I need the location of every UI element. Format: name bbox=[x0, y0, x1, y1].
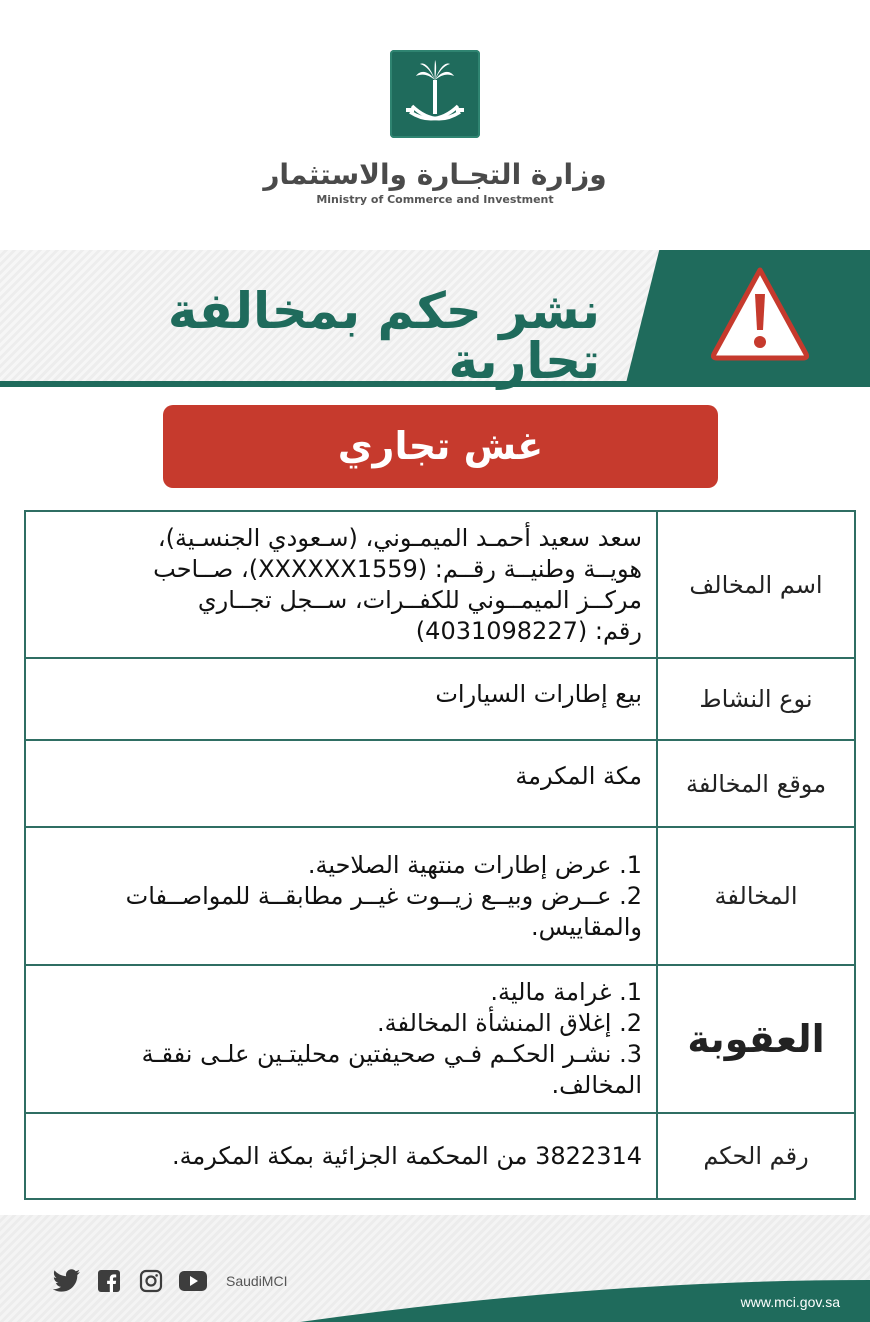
verdict-text: 3822314 من المحكمة الجزائية بمكة المكرمة. bbox=[171, 1141, 642, 1170]
title-banner bbox=[0, 250, 870, 390]
footer-wave bbox=[0, 1210, 870, 1322]
facebook-icon[interactable] bbox=[94, 1268, 124, 1294]
activity-label: نوع النشاط bbox=[656, 659, 854, 739]
activity-value bbox=[26, 659, 656, 739]
violation-label: المخالفة bbox=[656, 828, 854, 964]
twitter-icon[interactable] bbox=[52, 1268, 82, 1294]
violator-line: سعد سعيد أحمـد الميمـوني، (سـعودي الجنسـية)، bbox=[157, 523, 642, 552]
social-handle: SaudiMCI bbox=[226, 1273, 288, 1289]
penalty-line: 1. غرامة مالية. bbox=[490, 978, 642, 1006]
location-label: موقع المخالفة bbox=[656, 741, 854, 826]
ministry-logo bbox=[0, 50, 870, 206]
violation-type-badge: غش تجاري bbox=[163, 405, 718, 488]
ministry-name-arabic: وزارة التجـارة والاستثمار bbox=[263, 158, 607, 191]
youtube-icon[interactable] bbox=[178, 1268, 208, 1294]
table-row-penalty bbox=[26, 964, 854, 1112]
violation-line: 2. عــرض وبيــع زيــوت غيــر مطابقــة للمواصــفات bbox=[125, 881, 642, 910]
saudi-emblem-icon bbox=[390, 50, 480, 138]
violator-value bbox=[26, 512, 656, 657]
verdict-value bbox=[26, 1114, 656, 1198]
verdict-table bbox=[24, 510, 856, 1200]
table-row-violation bbox=[26, 826, 854, 964]
violation-value bbox=[26, 828, 656, 964]
violation-line: 1. عرض إطارات منتهية الصلاحية. bbox=[307, 850, 642, 879]
location-value bbox=[26, 741, 656, 826]
instagram-icon[interactable] bbox=[136, 1268, 166, 1294]
warning-icon bbox=[708, 264, 812, 368]
penalty-label: العقوبة bbox=[656, 966, 854, 1112]
penalty-line: 2. إغلاق المنشأة المخالفة. bbox=[377, 1009, 642, 1037]
page-title: نشر حكم بمخالفة تجارية bbox=[167, 282, 600, 390]
table-row-verdict bbox=[26, 1112, 854, 1198]
location-text: مكة المكرمة bbox=[515, 762, 642, 790]
violator-line: هويــة وطنيــة رقــم: (XXXXXX1559)، صــاحب bbox=[153, 554, 642, 583]
activity-text: بيع إطارات السيارات bbox=[435, 680, 642, 708]
website-link[interactable]: www.mci.gov.sa bbox=[740, 1294, 840, 1310]
penalty-line: 3. نشـر الحكـم فـي صحيفتين محليتـين علـى نفقـة bbox=[141, 1040, 642, 1068]
penalty-line: المخالف. bbox=[551, 1071, 642, 1099]
violation-line: والمقاييس. bbox=[530, 912, 642, 941]
violator-line: مركــز الميمــوني للكفــرات، ســجل تجــاري bbox=[197, 585, 642, 614]
social-links bbox=[52, 1268, 287, 1294]
table-row-violator bbox=[26, 512, 854, 657]
table-row-activity bbox=[26, 657, 854, 739]
table-row-location bbox=[26, 739, 854, 826]
ministry-name-english: Ministry of Commerce and Investment bbox=[316, 193, 554, 206]
violator-label: اسم المخالف bbox=[656, 512, 854, 657]
violator-line: رقم: (4031098227) bbox=[415, 616, 642, 645]
penalty-value bbox=[26, 966, 656, 1112]
verdict-label: رقم الحكم bbox=[656, 1114, 854, 1198]
